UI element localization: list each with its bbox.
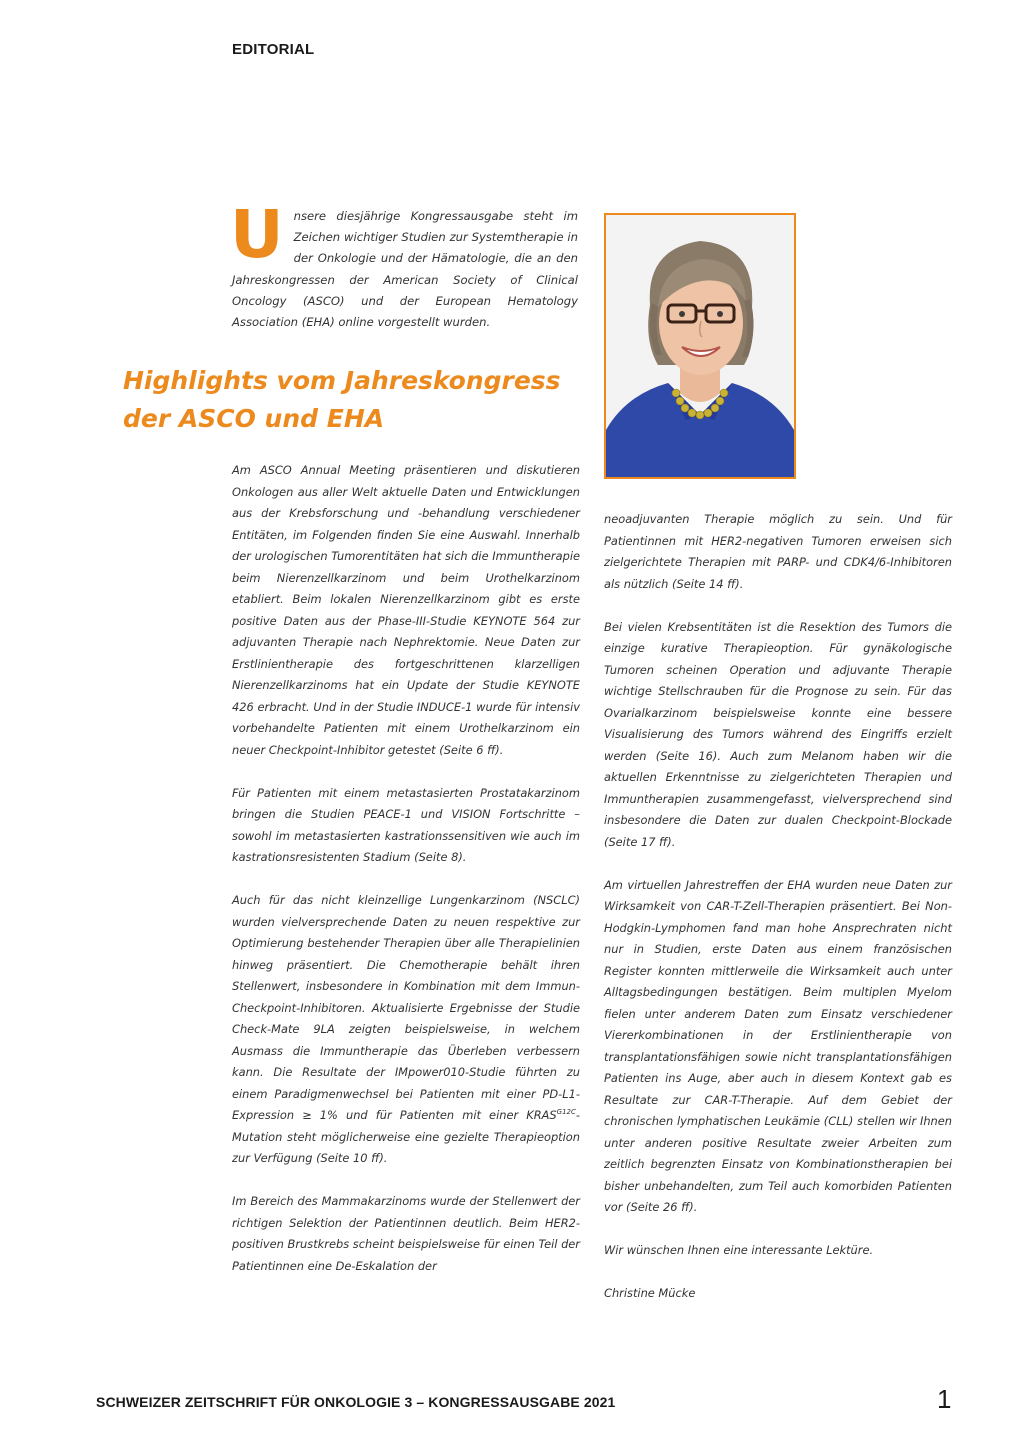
left-paragraph-4: Im Bereich des Mammakarzinoms wurde der Stellenwert der richtigen Selektion der Patientinnen deutlich. Beim HER2-positiven Brustkrebs scheint beispielsweise für einen Teil der Patientinnen eine De-Eskalation der bbox=[232, 1194, 580, 1273]
portrait-illustration bbox=[606, 215, 794, 477]
left-paragraph-2: Für Patienten mit einem metastasierten Prostatakarzinom bringen die Studien PEACE-1 und VISION Fortschritte – sowohl im metastasierten kastrationssensitiven wie auch im kastrationsresistenten Stadium (Seite 8). bbox=[232, 785, 580, 864]
left-paragraph-3-part-2: -Mutation steht möglicherweise eine gezielte Therapieoption zur Verfügung (Seite 10 ff). bbox=[232, 1108, 580, 1165]
article-headline bbox=[123, 362, 583, 438]
left-column bbox=[232, 460, 580, 1299]
right-paragraph-4: Wir wünschen Ihnen eine interessante Lektüre. bbox=[604, 1243, 874, 1257]
right-paragraph-1: neoadjuvanten Therapie möglich zu sein. Und für Patientinnen mit HER2-negativen Tumoren erweisen sich zielgerichtete Therapien mit PARP- und CDK4/6-Inhibitoren als nützlich (Seite 14 ff). bbox=[604, 512, 952, 591]
drop-cap: U bbox=[230, 196, 284, 273]
intro-text: nsere diesjährige Kongressausgabe steht im Zeichen wichtiger Studien zur Systemtherapie in der Onkologie und der Hämatologie, die an den Jahreskongressen der American Society of Clinical Oncology (ASCO) und der European Hematology Association (EHA) online vorgestellt wurden. bbox=[232, 209, 578, 330]
page-number: 1 bbox=[937, 1384, 952, 1414]
headline-line-1: Highlights vom Jahreskongress bbox=[123, 366, 561, 395]
headline-line-2: der ASCO und EHA bbox=[123, 404, 385, 433]
section-label: EDITORIAL bbox=[232, 41, 315, 58]
author-signature: Christine Mücke bbox=[604, 1286, 696, 1300]
right-paragraph-2: Bei vielen Krebsentitäten ist die Resektion des Tumors die einzige kurative Therapieoption. Für gynäkologische Tumoren scheinen Operation und adjuvante Therapie wichtige Stellschrauben für die Prognose zu sein. Für das Ovarialkarzinom beispielsweise konnte eine bessere Visualisierung des Tumors während des Eingriffs erzielt werden (Seite 16). Auch zum Melanom haben wir die aktuellen Erkenntnisse zu zielgerichteten Therapien und Immuntherapien zusammengefasst, vielversprechend sind insbesondere die Daten zur dualen Checkpoint-Blockade (Seite 17 ff). bbox=[604, 619, 952, 849]
right-column bbox=[604, 509, 952, 1326]
left-paragraph-3-part-1: Auch für das nicht kleinzellige Lungenkarzinom (NSCLC) wurden vielversprechende Daten zu neuen respektive zur Optimierung bestehender Therapien über alle Therapielinien hinweg präsentiert. Die Chemotherapie behält ihren Stellenwert, insbesondere in Kombination mit dem Immun-Checkpoint-Inhibitoren. Aktualisierte Ergebnisse der Studie Check-Mate 9LA zeigten beispielsweise, in welchem Ausmass die Immuntherapie das Überleben verbessern kann. Die Resultate der IMpower010-Studie führten zu einem Paradigmenwechsel bei Patienten mit einer PD-L1-Expression ≥ 1% und für Patienten mit einer KRAS bbox=[232, 893, 580, 1122]
kras-superscript: G12C bbox=[556, 1108, 576, 1117]
intro-paragraph bbox=[230, 196, 578, 333]
journal-footer: SCHWEIZER ZEITSCHRIFT FÜR ONKOLOGIE 3 – KONGRESSAUSGABE 2021 bbox=[96, 1394, 616, 1410]
author-portrait bbox=[604, 213, 796, 479]
left-paragraph-3 bbox=[232, 890, 580, 1170]
right-paragraph-3: Am virtuellen Jahrestreffen der EHA wurden neue Daten zur Wirksamkeit von CAR-T-Zell-Therapien präsentiert. Bei Non-Hodgkin-Lymphomen fand man hohe Ansprechraten nicht nur in Studien, erste Daten aus einem französischen Register konnten mittlerweile die Wirksamkeit auch unter Alltagsbedingungen bestätigen. Beim multiplen Myelom fielen unter anderem Daten zum Einsatz verschiedener Viererkombinationen in der Erstlinientherapie von transplantationsfähigen sowie nicht transplantationsfähigen Patienten ins Auge, aber auch in diesem Kontext gab es Resultate zur CAR-T-Therapie. Auf dem Gebiet der chronischen lymphatischen Leukämie (CLL) stellen wir Ihnen unter anderen positive Resultate zweier Arbeiten zum zeitlich begrenzten Einsatz von Kombinationstherapien bei bisher unbehandelten, zum Teil auch komorbiden Patienten vor (Seite 26 ff). bbox=[604, 877, 952, 1214]
left-paragraph-1: Am ASCO Annual Meeting präsentieren und diskutieren Onkologen aus aller Welt aktuelle Daten und Entwicklungen aus der Krebsforschung und -behandlung verschiedener Entitäten, im Folgenden finden Sie eine Auswahl. Innerhalb der urologischen Tumorentitäten hat sich die Immuntherapie beim Nierenzellkarzinom und beim Urothelkarzinom etabliert. Beim lokalen Nierenzellkarzinom gibt es erste positive Daten aus der Phase-III-Studie KEYNOTE 564 zur adjuvanten Therapie nach Nephrektomie. Neue Daten zur Erstlinientherapie des fortgeschrittenen klarzelligen Nierenzellkarzinoms hat ein Update der Studie KEYNOTE 426 erbracht. Und in der Studie INDUCE-1 wurde für intensiv vorbehandelte Patienten mit einem Urothelkarzinom ein neuer Checkpoint-Inhibitor getestet (Seite 6 ff). bbox=[232, 463, 580, 757]
